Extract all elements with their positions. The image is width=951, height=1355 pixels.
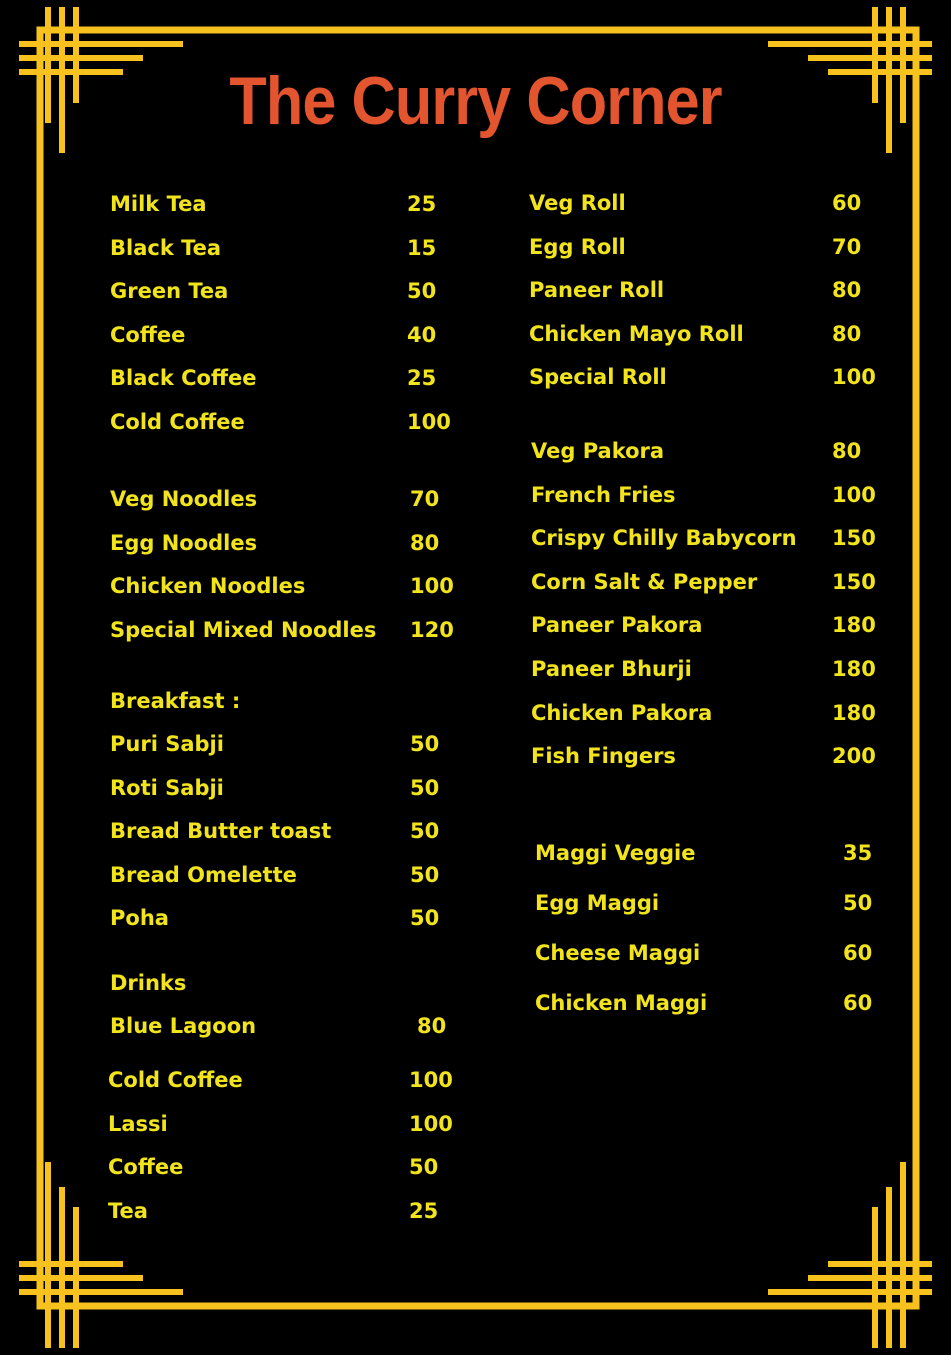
menu-item-price: 80	[832, 321, 862, 346]
menu-item-name: Corn Salt & Pepper	[531, 569, 758, 594]
menu-item-price: 100	[832, 365, 876, 390]
menu-item-price: 50	[843, 891, 873, 915]
menu-item-name: Chicken Pakora	[531, 700, 713, 725]
menu-item	[110, 407, 467, 437]
menu-item	[110, 571, 470, 601]
menu-item	[110, 615, 470, 645]
menu-item-name: Coffee	[108, 1155, 184, 1180]
menu-item-price: 50	[410, 732, 440, 756]
menu-item	[108, 1152, 469, 1182]
menu-item	[110, 816, 470, 846]
menu-item-name: Chicken Noodles	[110, 574, 306, 599]
menu-item-price: 50	[410, 775, 440, 800]
menu-item	[529, 319, 892, 349]
menu-item-price: 50	[407, 279, 437, 304]
menu-item	[110, 729, 470, 759]
menu-item-price: 40	[407, 322, 437, 347]
menu-item-name: Tea	[108, 1198, 148, 1223]
menu-item-name: Veg Pakora	[531, 439, 665, 463]
menu-item-name: Egg Noodles	[110, 530, 258, 555]
menu-item	[531, 698, 892, 728]
menu-item-name: Fish Fingers	[531, 744, 676, 769]
menu-item-price: 120	[410, 617, 454, 642]
menu-item-price: 100	[407, 410, 451, 434]
menu-item-price: 180	[832, 700, 876, 725]
menu-item-name: Poha	[110, 906, 169, 931]
menu-item-price: 100	[832, 482, 876, 507]
menu-item	[110, 1011, 477, 1041]
menu-item-name: Egg Maggi	[535, 891, 660, 915]
menu-item-price: 50	[410, 906, 440, 931]
menu-item	[110, 189, 467, 219]
menu-item	[108, 1196, 469, 1226]
menu-item-price: 60	[832, 191, 862, 215]
menu-item-name: Bread Omelette	[110, 862, 297, 887]
section-heading: Breakfast :	[110, 689, 241, 713]
menu-item-name: Green Tea	[110, 279, 229, 304]
menu-item	[531, 741, 892, 771]
menu-item-price: 60	[843, 941, 873, 965]
menu-item	[531, 567, 892, 597]
menu-item-name: Roti Sabji	[110, 775, 224, 800]
menu-item	[535, 888, 903, 918]
menu-item	[531, 523, 892, 553]
menu-item-price: 70	[832, 234, 862, 259]
menu-item-name: Black Tea	[110, 235, 222, 260]
menu-item-name: Cold Coffee	[110, 410, 245, 434]
menu-item	[110, 773, 470, 803]
menu-item-name: Special Roll	[529, 365, 667, 390]
menu-item-price: 15	[407, 235, 437, 260]
menu-item-name: Coffee	[110, 322, 186, 347]
menu-item-name: French Fries	[531, 482, 676, 507]
menu-item-name: Veg Roll	[529, 191, 626, 215]
menu-item	[531, 654, 892, 684]
menu-item-price: 50	[410, 862, 440, 887]
menu-item	[110, 363, 467, 393]
menu-item-price: 150	[832, 569, 876, 594]
menu-item	[535, 988, 903, 1018]
menu-item	[529, 188, 892, 218]
menu-item-name: Puri Sabji	[110, 732, 224, 756]
menu-item-name: Egg Roll	[529, 234, 626, 259]
menu-item-price: 25	[407, 192, 437, 216]
menu-item-name: Milk Tea	[110, 192, 207, 216]
menu-item-price: 60	[843, 991, 873, 1015]
menu-item-price: 200	[832, 744, 876, 769]
menu-item-price: 80	[832, 439, 862, 463]
menu-item	[108, 1065, 469, 1095]
menu-item-name: Paneer Pakora	[531, 613, 703, 638]
menu-item	[110, 233, 467, 263]
menu-item	[529, 275, 892, 305]
section-heading: Drinks	[110, 971, 187, 995]
menu-item-price: 80	[832, 278, 862, 303]
menu-item	[108, 1109, 469, 1139]
menu-item-name: Black Coffee	[110, 366, 257, 391]
menu-item-price: 35	[843, 841, 873, 865]
menu-item	[110, 903, 470, 933]
menu-item-name: Special Mixed Noodles	[110, 617, 377, 642]
menu-item-price: 50	[409, 1155, 439, 1180]
menu-item-price: 100	[409, 1068, 453, 1092]
menu-item-name: Paneer Bhurji	[531, 657, 692, 681]
menu-item	[531, 610, 892, 640]
menu-item	[110, 276, 467, 306]
menu-item-price: 70	[410, 487, 440, 511]
menu-item-price: 25	[407, 366, 437, 391]
menu-item-name: Blue Lagoon	[110, 1014, 257, 1038]
menu-item	[110, 860, 470, 890]
menu-item	[535, 838, 903, 868]
menu-item	[110, 484, 470, 514]
menu-item-name: Veg Noodles	[110, 487, 258, 511]
menu-item-price: 150	[832, 526, 876, 551]
menu-item-name: Crispy Chilly Babycorn	[531, 526, 797, 551]
menu-item	[110, 528, 470, 558]
menu-item-name: Chicken Maggi	[535, 991, 708, 1015]
menu-item-price: 180	[832, 657, 876, 681]
menu-item-name: Bread Butter toast	[110, 819, 332, 844]
menu-item-price: 80	[417, 1014, 447, 1038]
menu-item-name: Cheese Maggi	[535, 941, 701, 965]
menu-item-price: 180	[832, 613, 876, 638]
menu-item-price: 80	[410, 530, 440, 555]
menu-item-name: Chicken Mayo Roll	[529, 321, 744, 346]
restaurant-title: The Curry Corner	[229, 63, 722, 139]
menu-item-price: 100	[410, 574, 454, 599]
menu-item-price: 25	[409, 1198, 439, 1223]
menu-item-price: 50	[410, 819, 440, 844]
menu-item	[529, 362, 892, 392]
menu-item-price: 100	[409, 1111, 453, 1136]
menu-item	[531, 436, 892, 466]
menu-item-name: Maggi Veggie	[535, 841, 696, 865]
menu-item-name: Lassi	[108, 1111, 168, 1136]
menu-item-name: Paneer Roll	[529, 278, 665, 303]
menu-item-name: Cold Coffee	[108, 1068, 243, 1092]
menu-item	[110, 320, 467, 350]
menu-item	[535, 938, 903, 968]
menu-item	[531, 480, 892, 510]
menu-item	[529, 232, 892, 262]
